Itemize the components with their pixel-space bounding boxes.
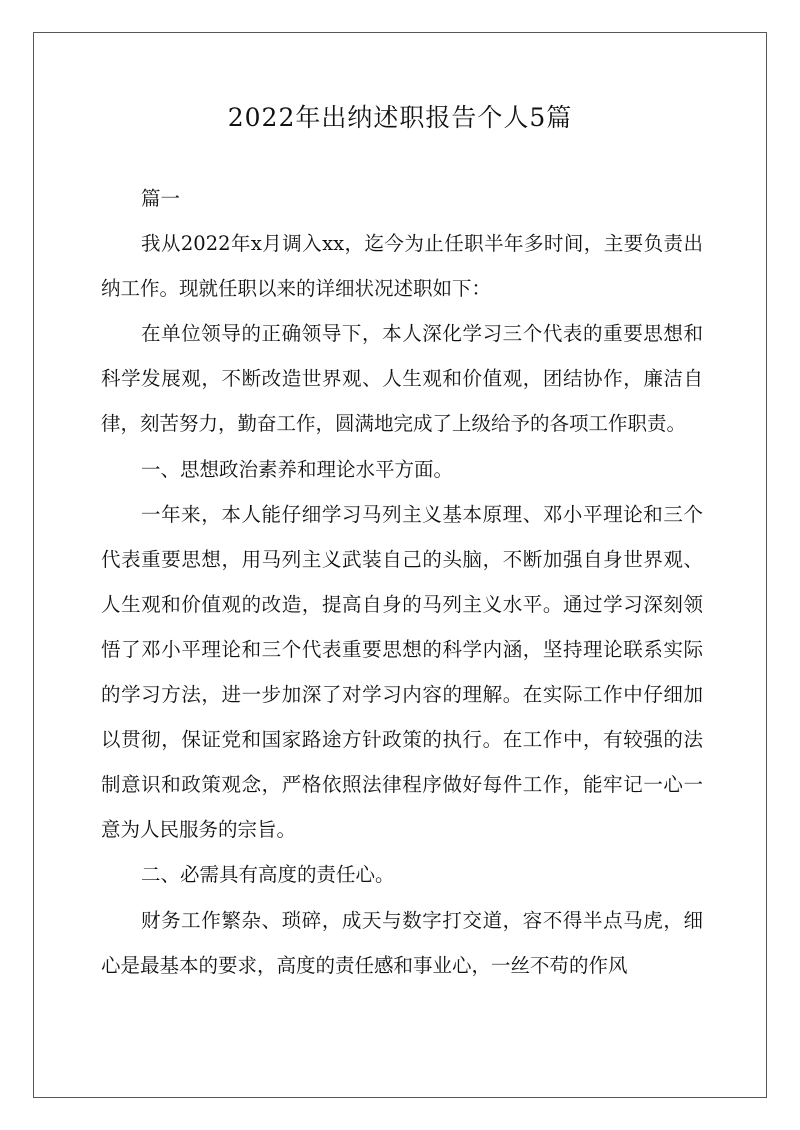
paragraph-intro: 我从2022年x月调入xx，迄今为止任职半年多时间，主要负责出纳工作。现就任职以来的详细状况述职如下： (101, 232, 703, 301)
paragraph-political: 一年来，本人能仔细学习马列主义基本原理、邓小平理论和三个代表重要思想，用马列主义武装自己的头脑，不断加强自身世界观、人生观和价值观的改造，提高自身的马列主义水平。通过学习深刻领悟了邓小平理论和三个代表重要思想的科学内涵，坚持理论联系实际的学习方法，进一步加深了对学习内容的理解。在实际工作中仔细加以贯彻，保证党和国家路途方针政策的执行。在工作中，有较强的法制意识和政策观念，严格依照法律程序做好每件工作，能牢记一心一意为人民服务的宗旨。 (101, 502, 703, 842)
section-heading-responsibility: 二、必需具有高度的责任心。 (141, 863, 395, 887)
document-body (101, 176, 703, 988)
paragraph-responsibility: 财务工作繁杂、琐碎，成天与数字打交道，容不得半点马虎，细心是最基本的要求，高度的责任感和事业心，一丝不苟的作风 (101, 908, 703, 977)
section-heading-political: 一、思想政治素养和理论水平方面。 (141, 457, 454, 481)
paragraph-overview: 在单位领导的正确领导下，本人深化学习三个代表的重要思想和科学发展观，不断改造世界观、人生观和价值观，团结协作，廉洁自律，刻苦努力，勤奋工作，圆满地完成了上级给予的各项工作职责。 (101, 322, 703, 436)
section-heading-part-one: 篇一 (141, 187, 181, 210)
document-title: 2022年出纳述职报告个人5篇 (227, 103, 573, 132)
